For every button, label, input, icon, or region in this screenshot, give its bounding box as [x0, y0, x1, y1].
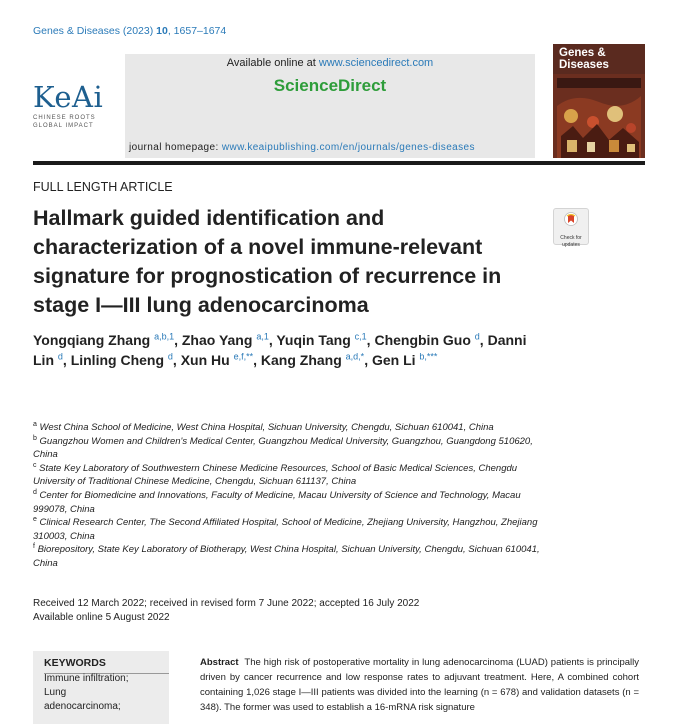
author: [33, 332, 182, 348]
author-affiliation-marks[interactable]: d: [57, 351, 63, 362]
bookmark-icon: [563, 212, 579, 230]
author-separator: ,: [172, 352, 181, 368]
author-affiliation-marks[interactable]: c,1: [354, 331, 367, 342]
author-separator: ,: [364, 352, 372, 368]
cover-artwork: [553, 74, 645, 158]
keyword-item: Immune infiltration;: [44, 673, 129, 684]
author-name: Xun Hu: [180, 352, 230, 368]
author-name: Zhao Yang: [181, 332, 253, 348]
received-dates: Received 12 March 2022; received in revised form 7 June 2022; accepted 16 July 2022: [33, 598, 420, 609]
affiliation-text: State Key Laboratory of Southwestern Chinese Medicine Resources, School of Basic Medical Sciences, Chengdu University of Traditional Chinese Medicine, Chengdu, Sichuan 611137, China: [33, 462, 518, 488]
affiliation: [33, 421, 553, 435]
author-name: Kang Zhang: [260, 352, 342, 368]
author-list: [33, 330, 553, 370]
abstract: [200, 655, 639, 715]
affiliation-list: [33, 421, 553, 571]
author-affiliation-marks[interactable]: a,b,1: [154, 331, 175, 342]
author-name: Danni Lin: [33, 332, 527, 368]
citation-journal: Genes & Diseases (2023): [33, 25, 154, 37]
keyword-item: adenocarcinoma;: [44, 701, 121, 712]
affiliation: [33, 543, 553, 570]
author-separator: ,: [174, 332, 182, 348]
affiliation-mark: f: [33, 543, 35, 551]
affiliation-mark: b: [33, 434, 37, 442]
author-affiliation-marks[interactable]: a,d,*: [345, 351, 365, 362]
affiliation-text: Center for Biomedicine and Innovations, Faculty of Medicine, Macau University of Science and Technology, Macau 999078, China: [33, 489, 521, 515]
affiliation-mark: e: [33, 516, 37, 523]
keywords-box: [33, 651, 169, 724]
affiliation-mark: c: [33, 461, 37, 469]
author-name: Gen Li: [371, 352, 416, 368]
affiliation: [33, 435, 553, 462]
author: [182, 332, 276, 348]
affiliation-text: Guangzhou Women and Children's Medical Center, Guangzhou Medical University, Guangzhou, Guangdong 510620, China: [33, 435, 533, 461]
author-name: Linling Cheng: [70, 352, 165, 368]
author: [181, 352, 261, 368]
citation-volume: 10: [156, 25, 168, 37]
cover-title-line-2: Diseases: [559, 59, 609, 71]
author: [372, 352, 437, 368]
author: [71, 352, 181, 368]
publisher-tagline-1: CHINESE ROOTS: [33, 115, 96, 121]
author-name: Yuqin Tang: [276, 332, 351, 348]
article-title: Hallmark guided identification and characterization of a novel immune-relevant signature for prognostication of recurrence in stage I—III lung adenocarcinoma: [33, 206, 502, 317]
author-affiliation-marks[interactable]: b,***: [419, 351, 438, 362]
homepage-prefix: journal homepage:: [129, 142, 222, 153]
abstract-text: The high risk of postoperative mortality in lung adenocarcinoma (LUAD) patients is principally driven by cancer recurrence and low response rates to adjuvant treatment. Here, A combined cohort containing 1,026 stage I—III patients was divided into the learning (n = 678) and validation datasets (n = 348). The former was used to establish a 16-mRNA risk signature: [200, 657, 639, 713]
cover-title: [559, 47, 609, 71]
keywords-list: [44, 672, 128, 714]
author-name: Chengbin Guo: [374, 332, 471, 348]
keywords-heading: KEYWORDS: [44, 657, 106, 669]
affiliation-text: West China School of Medicine, West China Hospital, Sichuan University, Chengdu, Sichuan 610041, China: [36, 422, 494, 433]
affiliation-mark: a: [33, 420, 37, 428]
author-separator: ,: [62, 352, 71, 368]
check-for-updates-badge[interactable]: [553, 208, 589, 248]
author-affiliation-marks[interactable]: d: [474, 331, 480, 342]
available-online-line: [125, 57, 535, 69]
author: [276, 332, 374, 348]
available-prefix: Available online at: [226, 57, 319, 69]
publisher-logo-text: KeAi: [33, 80, 104, 114]
article-history: [33, 597, 419, 624]
author-separator: ,: [268, 332, 277, 348]
publisher-tagline-2: GLOBAL IMPACT: [33, 123, 94, 129]
cover-title-line-1: Genes &: [559, 47, 606, 59]
author-separator: ,: [479, 332, 488, 348]
journal-homepage-link[interactable]: www.keaipublishing.com/en/journals/genes-diseases: [221, 142, 475, 153]
author: [261, 352, 372, 368]
publisher-logo: [33, 82, 121, 130]
abstract-label: Abstract: [200, 657, 239, 668]
affiliation: [33, 516, 553, 543]
keyword-item: Lung: [44, 687, 67, 698]
author-affiliation-marks[interactable]: a,1: [256, 331, 269, 342]
journal-citation: [33, 25, 226, 37]
check-for-updates-label-1: Check for: [560, 235, 582, 241]
header-divider: [33, 161, 645, 165]
affiliation: [33, 462, 553, 489]
author-affiliation-marks[interactable]: e,f,**: [233, 351, 254, 362]
journal-header: [33, 44, 645, 158]
check-for-updates-label-2: updates: [562, 241, 580, 248]
affiliation: [33, 489, 553, 516]
journal-cover: [553, 44, 645, 158]
author-separator: ,: [253, 352, 261, 368]
affiliation-text: Clinical Research Center, The Second Affiliated Hospital, School of Medicine, Zhejiang University, Hangzhou, Zhejiang 310003, China: [33, 517, 538, 542]
author-affiliation-marks[interactable]: d: [167, 351, 173, 362]
author: [374, 332, 487, 348]
article-type: FULL LENGTH ARTICLE: [33, 180, 173, 194]
affiliation-mark: d: [33, 488, 37, 496]
affiliation-text: Biorepository, State Key Laboratory of Biotherapy, West China Hospital, Sichuan University, Chengdu, Sichuan 610041, China: [33, 544, 540, 569]
online-date: Available online 5 August 2022: [33, 611, 170, 623]
author-name: Yongqiang Zhang: [33, 332, 151, 348]
journal-banner: [125, 54, 535, 158]
journal-homepage-line: [129, 142, 475, 153]
author-separator: ,: [366, 332, 375, 348]
citation-pages: , 1657–1674: [167, 25, 227, 37]
sciencedirect-wordmark: ScienceDirect: [273, 76, 387, 95]
sciencedirect-link[interactable]: www.sciencedirect.com: [318, 57, 434, 69]
